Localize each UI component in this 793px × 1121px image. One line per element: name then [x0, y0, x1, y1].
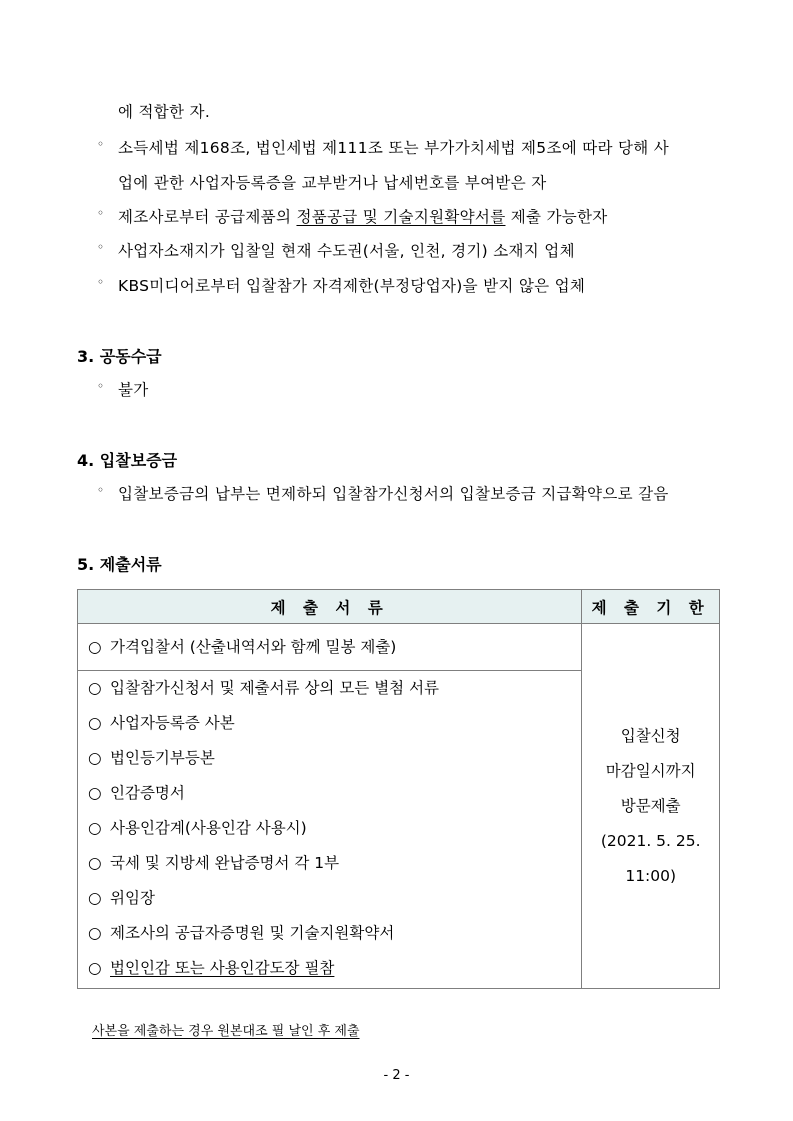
circle-icon: ○	[88, 638, 102, 656]
deadline-line: 마감일시까지	[605, 761, 696, 780]
circle-icon: ○	[88, 714, 102, 732]
circle-icon: ○	[88, 889, 102, 907]
bullet-icon: ◦	[97, 137, 105, 151]
footnote: 사본을 제출하는 경우 원본대조 필 날인 후 제출	[92, 1024, 360, 1039]
document-cell	[78, 624, 582, 671]
list-item	[78, 624, 581, 670]
table-header-documents: 제 출 서 류	[78, 590, 582, 624]
list-item	[78, 776, 581, 811]
list-item	[78, 881, 581, 916]
circle-icon: ○	[88, 854, 102, 872]
deadline-line: 방문제출	[620, 796, 681, 815]
bullet-icon: ◦	[97, 206, 105, 220]
requirement-line: 소득세법 제168조, 법인세법 제111조 또는 부가가치세법 제5조에 따라 당해 사	[118, 139, 670, 157]
table-header-deadline: 제 출 기 한	[582, 590, 720, 624]
document-label: 사업자등록증 사본	[110, 714, 235, 732]
deadline-line: (2021. 5. 25.	[600, 831, 701, 850]
list-item	[78, 846, 581, 881]
requirement-line: 사업자소재지가 입찰일 현재 수도권(서울, 인천, 경기) 소재지 업체	[118, 242, 575, 260]
deadline-line: 입찰신청	[620, 726, 681, 745]
requirement-line	[118, 205, 608, 227]
underlined-text: 정품공급 및 기술지원확약서를	[296, 208, 506, 226]
section-heading: 5. 제출서류	[77, 555, 162, 574]
deadline-line: 11:00)	[625, 866, 677, 885]
circle-icon: ○	[88, 679, 102, 697]
page-number: - 2 -	[383, 1068, 410, 1083]
circle-icon: ○	[88, 959, 102, 977]
circle-icon: ○	[88, 749, 102, 767]
list-item	[78, 916, 581, 951]
requirement-line: KBS미디어로부터 입찰참가 자격제한(부정당업자)을 받지 않은 업체	[118, 277, 586, 295]
requirement-text: 제조사로부터 공급제품의	[118, 208, 297, 226]
document-label: 위임장	[110, 889, 155, 907]
list-item	[78, 811, 581, 846]
section-item: 불가	[118, 381, 149, 399]
bullet-icon: ◦	[97, 483, 105, 497]
list-item	[78, 741, 581, 776]
document-label: 제조사의 공급자증명원 및 기술지원확약서	[110, 924, 395, 942]
section-item: 입찰보증금의 납부는 면제하되 입찰참가신청서의 입찰보증금 지급확약으로 갈음	[118, 485, 669, 503]
submission-documents-table	[77, 589, 720, 989]
section-heading: 3. 공동수급	[77, 347, 162, 366]
list-item	[78, 671, 581, 706]
bullet-icon: ◦	[97, 275, 105, 289]
document-label: 법인등기부등본	[110, 749, 215, 767]
bullet-icon: ◦	[97, 240, 105, 254]
document-label: 인감증명서	[110, 784, 185, 802]
bullet-icon: ◦	[97, 379, 105, 393]
list-item	[78, 951, 581, 986]
section-heading: 4. 입찰보증금	[77, 451, 178, 470]
requirement-line: 업에 관한 사업자등록증을 교부받거나 납세번호를 부여받은 자	[118, 174, 547, 192]
document-label: 가격입찰서 (산출내역서와 함께 밀봉 제출)	[110, 638, 397, 656]
table-header-row	[78, 590, 720, 624]
list-item	[78, 706, 581, 741]
table-row	[78, 624, 720, 671]
document-label: 입찰참가신청서 및 제출서류 상의 모든 별첨 서류	[110, 679, 440, 697]
document-label: 국세 및 지방세 완납증명서 각 1부	[110, 854, 340, 872]
circle-icon: ○	[88, 819, 102, 837]
circle-icon: ○	[88, 924, 102, 942]
document-cell	[78, 671, 582, 989]
circle-icon: ○	[88, 784, 102, 802]
deadline-cell	[582, 624, 720, 989]
document-label: 사용인감계(사용인감 사용시)	[110, 819, 307, 837]
continuation-text: 에 적합한 자.	[118, 103, 211, 121]
requirement-text: 제출 가능한자	[505, 208, 608, 226]
document-label: 법인인감 또는 사용인감도장 필참	[110, 959, 335, 977]
